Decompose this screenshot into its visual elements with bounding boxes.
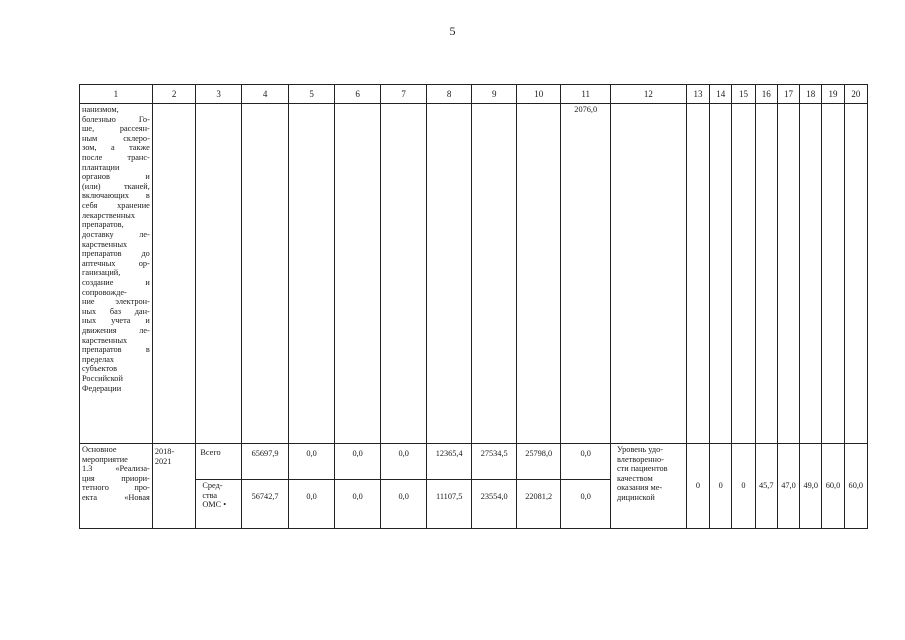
col-header: 7 [381, 85, 427, 104]
cell-value: 11107,5 [426, 480, 472, 529]
text-line: (или) тканей, [82, 181, 150, 191]
cell [800, 104, 822, 444]
text-line: нанизмом, [82, 105, 119, 114]
col-header: 20 [844, 85, 867, 104]
text-line: ных баз дан- [82, 306, 150, 316]
col-header: 6 [334, 85, 381, 104]
cell-value: 0,0 [561, 480, 611, 529]
col-header: 9 [472, 85, 517, 104]
text-line: Российской [82, 374, 123, 384]
col-header: 2 [152, 85, 195, 104]
cell-value: 25798,0 [516, 444, 561, 480]
col-header: 3 [196, 85, 242, 104]
text-line: доставку ле- [82, 229, 150, 239]
cell [777, 104, 799, 444]
text-line: препаратов, [82, 220, 124, 230]
text-line: субъектов [82, 364, 118, 374]
program-table [79, 84, 868, 529]
cell-value: 0,0 [561, 444, 611, 480]
col-header: 18 [800, 85, 822, 104]
text-line: сопровожде- [82, 287, 127, 297]
cell [289, 104, 335, 444]
cell [241, 104, 289, 444]
text-line: ше, рассеян- [82, 124, 150, 134]
event-cell [80, 444, 153, 529]
text-line: ным склеро- [82, 133, 150, 143]
cell [381, 104, 427, 444]
cell [472, 104, 517, 444]
target-value: 47,0 [777, 444, 799, 529]
cell-value: 0,0 [334, 480, 381, 529]
cell-value: 0,0 [381, 444, 427, 480]
text-line: включающих в [82, 191, 150, 201]
cell [334, 104, 381, 444]
cell-value: 0,0 [289, 444, 335, 480]
cell [516, 104, 561, 444]
source-cell: Сред- ства ОМС • [196, 480, 242, 529]
text-line: движения ле- [82, 326, 150, 336]
text-line: карственных [82, 239, 128, 249]
target-value: 49,0 [800, 444, 822, 529]
cell [822, 104, 844, 444]
text-line: пределах [82, 354, 115, 364]
text-line: плантации [82, 162, 120, 172]
text-line: ние электрон- [82, 297, 150, 307]
text-line: 1.3 «Реализа- [82, 464, 150, 474]
cell [732, 104, 755, 444]
description-cell [80, 104, 153, 444]
cell-value: 0,0 [289, 480, 335, 529]
page-number: 5 [449, 24, 456, 38]
cell-value: 23554,0 [472, 480, 517, 529]
text-line: мероприятие [82, 454, 128, 464]
target-value: 60,0 [822, 444, 844, 529]
text-line: органов и [82, 172, 150, 182]
cell [196, 104, 242, 444]
col-header: 1 [80, 85, 153, 104]
cell-value: 22081,2 [516, 480, 561, 529]
col-header: 12 [611, 85, 687, 104]
cell-value: 0,0 [381, 480, 427, 529]
cell-value: 27534,5 [472, 444, 517, 480]
target-value: 0 [732, 444, 755, 529]
event-row-total [80, 444, 868, 480]
text-line: после транс- [82, 153, 150, 163]
col-header: 19 [822, 85, 844, 104]
text-line: екта «Новая [82, 493, 150, 503]
text-line: ных учета и [82, 316, 150, 326]
continuation-row [80, 104, 868, 444]
col-header: 13 [686, 85, 709, 104]
cell-value: 56742,7 [241, 480, 289, 529]
cell [611, 104, 687, 444]
target-value: 0 [710, 444, 732, 529]
cell [844, 104, 867, 444]
cell [426, 104, 472, 444]
header-row [80, 85, 868, 104]
col-header: 15 [732, 85, 755, 104]
text-line: ция приори- [82, 473, 150, 483]
target-value: 45,7 [755, 444, 777, 529]
text-line: лекарственных [82, 210, 136, 220]
text-line: аптечных ор- [82, 258, 150, 268]
indicator-cell: Уровень удо- влетворенно- сти пациентов качеством оказания ме- дицинской [611, 444, 687, 529]
text-line: тетного про- [82, 483, 150, 493]
text-line: ганизаций, [82, 268, 121, 278]
text-line: себя хранение [82, 201, 150, 211]
years-cell: 2018- 2021 [152, 444, 195, 529]
col-header: 14 [710, 85, 732, 104]
cell [152, 104, 195, 444]
text-line: зом, а также [82, 143, 150, 153]
cell-value: 65697,9 [241, 444, 289, 480]
text-line: Основное [82, 445, 117, 454]
text-line: карственных [82, 335, 128, 345]
col-header: 16 [755, 85, 777, 104]
cell-value: 0,0 [334, 444, 381, 480]
text-line: создание и [82, 277, 150, 287]
col-header: 5 [289, 85, 335, 104]
col-header: 11 [561, 85, 611, 104]
cell-value: 12365,4 [426, 444, 472, 480]
cell [686, 104, 709, 444]
text-line: болезнью Го- [82, 114, 150, 124]
target-value: 60,0 [844, 444, 867, 529]
target-value: 0 [686, 444, 709, 529]
col-header: 4 [241, 85, 289, 104]
text-line: препаратов до [82, 249, 150, 259]
cell-value: 2076,0 [561, 104, 611, 444]
text-line: Федерации [82, 383, 122, 393]
col-header: 17 [777, 85, 799, 104]
col-header: 10 [516, 85, 561, 104]
cell [755, 104, 777, 444]
source-cell: Всего [196, 444, 242, 480]
text-line: препаратов в [82, 345, 150, 355]
col-header: 8 [426, 85, 472, 104]
cell [710, 104, 732, 444]
